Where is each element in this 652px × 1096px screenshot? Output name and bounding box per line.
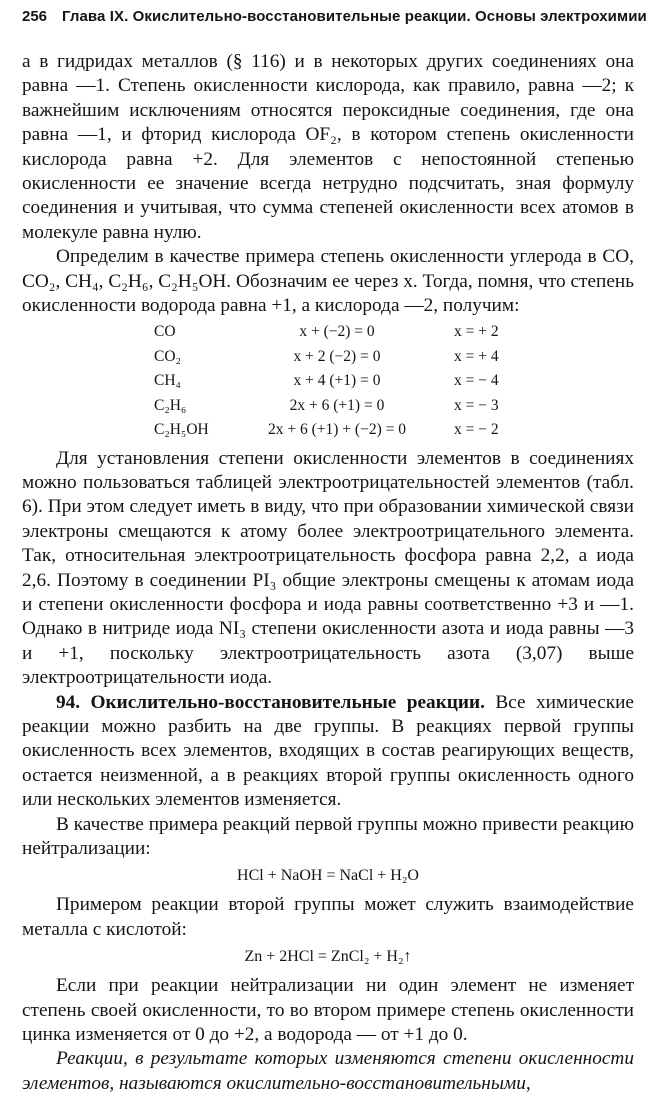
equation-neutralization: HCl + NaOH = NaCl + H₂O [237, 867, 419, 885]
formula-cell: C₂H₅OH [154, 421, 209, 439]
paragraph-8-definition: Реакции, в результате которых изменяются степени окисленности элементов, называются окислительно-восстановительными, [22, 1048, 634, 1094]
paragraph-3: Для установления степени окисленности элементов в соединениях можно пользоваться таблицей электроотрицательностей элементов (табл. 6). При этом следует иметь в виду, что при образовании химической связи электроны смещаются к атому более электроотрицательного элемента. Так, относительная электроотрицательность фосфора равна 2,2, а иода 2,6. Поэтому в соединении PI₃ общие электроны смещены к атомам иода и степени окисленности фосфора и иода равны соответственно +3 и —1. Однако в нитриде иода NI₃ степени окисленности азота и иода равны —3 и +1, поскольку электроотрицательность азота (3,07) выше электроотрицательности иода. [22, 447, 634, 689]
result-cell: x = − 3 [454, 396, 499, 414]
paragraph-7: Если при реакции нейтрализации ни один элемент не изменяет степень своей окисленности, то во втором примере степень окисленности цинка изменяется от 0 до +2, а водорода — от +1 до 0. [22, 975, 634, 1046]
table-row [154, 418, 544, 442]
running-header [22, 8, 647, 25]
formula-cell: CO [154, 323, 176, 341]
result-cell: x = − 2 [454, 421, 499, 439]
equation-cell: 2x + 6 (+1) = 0 [289, 396, 385, 414]
paragraph-5: В качестве примера реакций первой группы можно привести реакцию нейтрализации: [22, 813, 634, 859]
table-row [154, 369, 544, 393]
result-cell: x = + 4 [454, 347, 499, 365]
paragraph-1: а в гидридах металлов (§ 116) и в некоторых других соединениях она равна —1. Степень окисленности кислорода, как правило, равна —2; к важнейшим исключениям относятся пероксидные соединения, где она равна —1, и фторид кислорода OF₂, в котором степень окисленности кислорода равна +2. Для элементов с непостоянной степенью окисленности ее значение всегда нетрудно подсчитать, зная формулу соединения и учитывая, что сумма степеней окисленности всех атомов в молекуле равна нулю. [22, 51, 634, 243]
equation-cell: x + (−2) = 0 [299, 323, 375, 341]
formula-cell: CO₂ [154, 347, 181, 365]
table-row [154, 345, 544, 369]
section-94-title: 94. Окислительно-восстановительные реакции. [56, 691, 485, 713]
page-number: 256 [22, 8, 48, 25]
table-row [154, 394, 544, 418]
table-row [154, 320, 544, 344]
equation-zinc-acid: Zn + 2HCl = ZnCl₂ + H₂↑ [244, 948, 412, 966]
formula-cell: C₂H₆ [154, 396, 187, 414]
chapter-title: Глава IX. Окислительно-восстановительные реакции. Основы электрохимии [62, 8, 647, 25]
paragraph-2: Определим в качестве примера степень окисленности углерода в CO, CO₂, CH₄, C₂H₆, C₂H₅OH. Обозначим ее через x. Тогда, помня, что степень окисленности водорода равна +1, а кислорода —2, получим: [22, 246, 634, 317]
formula-cell: CH₄ [154, 372, 181, 390]
equation-cell: x + 4 (+1) = 0 [293, 372, 381, 390]
paragraph-6: Примером реакции второй группы может служить взаимодействие металла с кислотой: [22, 894, 634, 940]
section-94 [22, 691, 634, 813]
equation-cell: x + 2 (−2) = 0 [293, 347, 381, 365]
section-94-text: Все химические реакции можно разбить на две группы. В реакциях первой группы окисленность всех элементов, входящих в состав реагирующих веществ, остается неизменной, а в реакциях второй группы окисленность одного или нескольких элементов изменяется. [22, 691, 634, 811]
body-text [22, 50, 634, 1096]
result-cell: x = + 2 [454, 323, 499, 341]
result-cell: x = − 4 [454, 372, 499, 390]
oxidation-state-table [154, 320, 544, 442]
equation-cell: 2x + 6 (+1) + (−2) = 0 [268, 421, 406, 439]
